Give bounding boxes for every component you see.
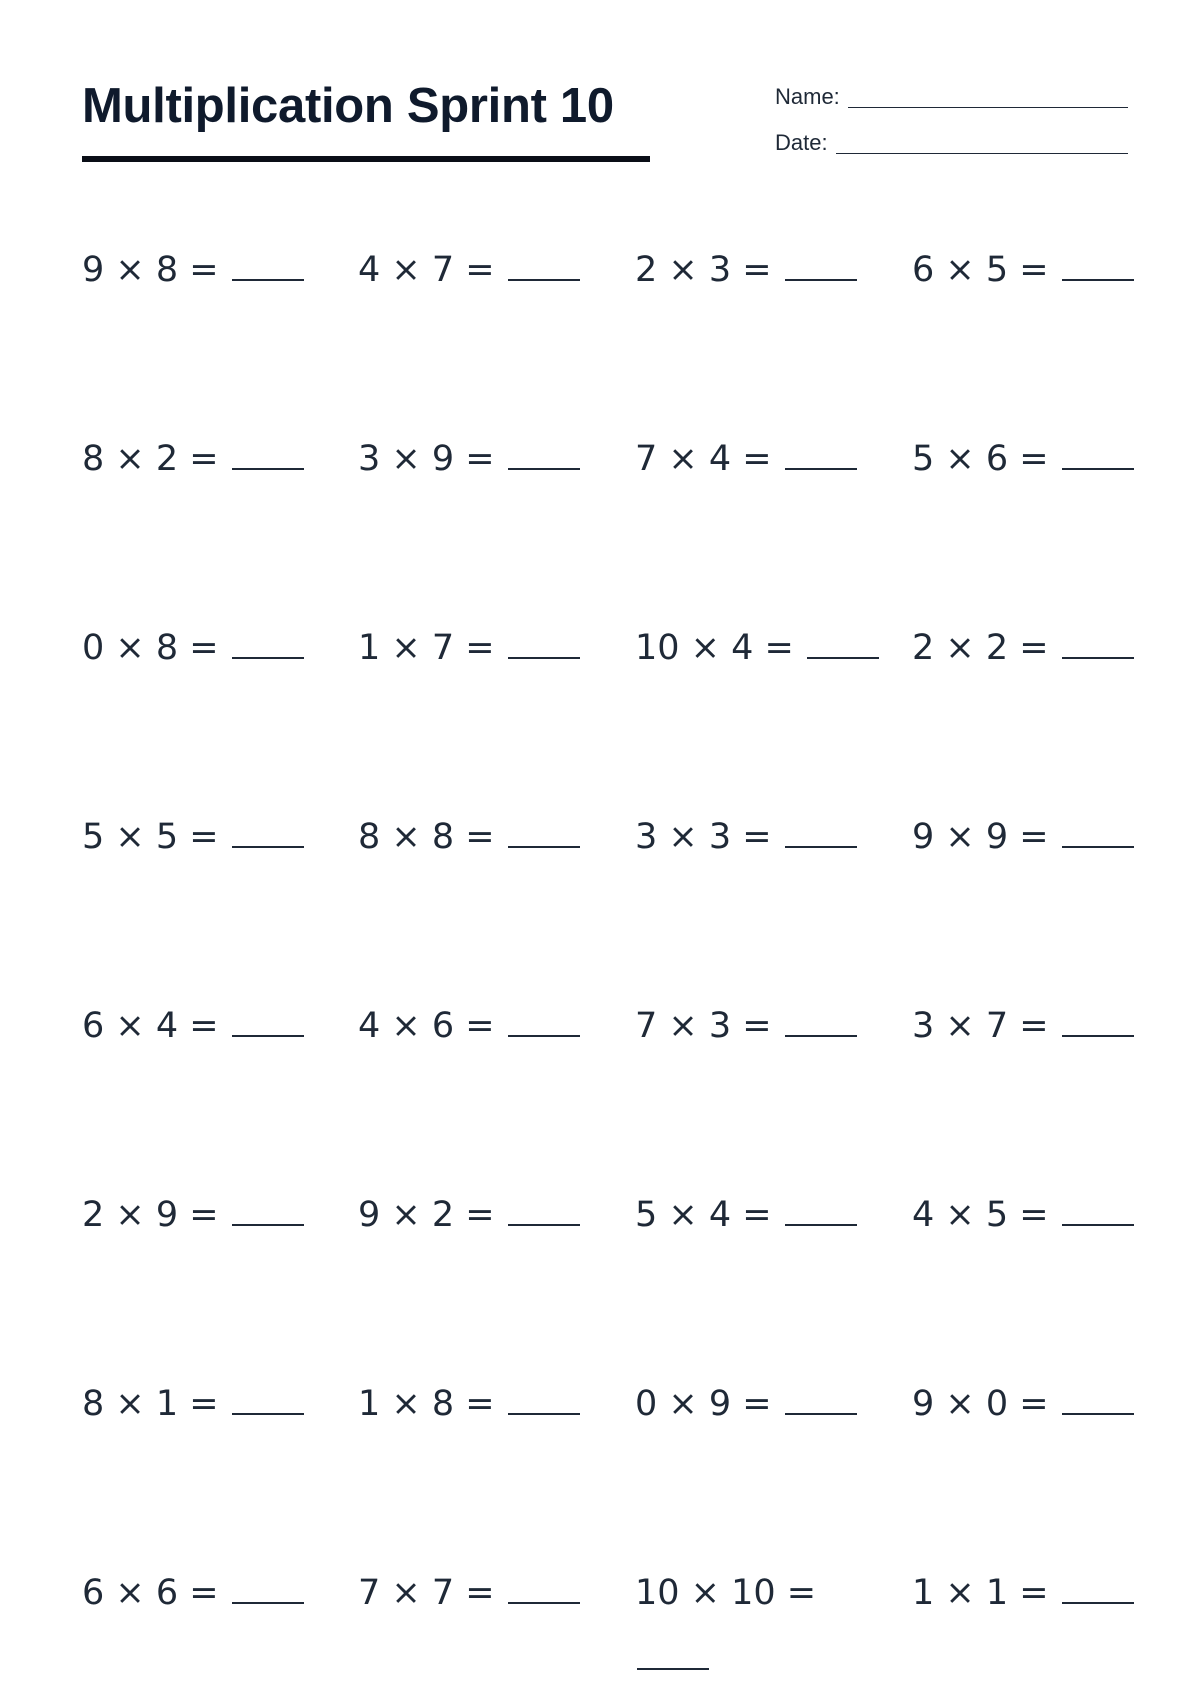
date-label: Date: (775, 130, 828, 155)
answer-blank[interactable] (508, 237, 580, 281)
problem-item (912, 615, 1162, 681)
answer-blank[interactable] (1062, 1560, 1134, 1604)
problem-item (635, 615, 885, 681)
answer-blank[interactable] (785, 804, 857, 848)
answer-blank[interactable] (508, 1560, 580, 1604)
problem-item (635, 237, 885, 303)
problem-item (635, 1182, 885, 1248)
problem-item (358, 1560, 608, 1626)
problem-expression: 4 × 7 = (358, 250, 495, 290)
answer-blank[interactable] (807, 615, 879, 659)
problem-expression: 8 × 1 = (82, 1384, 219, 1424)
answer-blank[interactable] (785, 237, 857, 281)
answer-blank[interactable] (232, 1371, 304, 1415)
title-underline (82, 156, 650, 162)
problem-item (912, 993, 1162, 1059)
problem-item (912, 426, 1162, 492)
problem-expression: 1 × 8 = (358, 1384, 495, 1424)
answer-blank[interactable] (508, 1371, 580, 1415)
problem-expression: 7 × 3 = (635, 1006, 772, 1046)
answer-blank[interactable] (1062, 804, 1134, 848)
problem-expression: 1 × 7 = (358, 628, 495, 668)
answer-blank[interactable] (785, 1182, 857, 1226)
problem-expression: 2 × 3 = (635, 250, 772, 290)
problem-item (912, 1560, 1162, 1626)
problem-expression: 10 × 4 = (635, 628, 794, 668)
problem-expression: 0 × 9 = (635, 1384, 772, 1424)
answer-blank[interactable] (1062, 426, 1134, 470)
answer-blank[interactable] (1062, 1371, 1134, 1415)
name-input-line[interactable] (848, 107, 1128, 108)
problem-item (82, 426, 332, 492)
problem-item (358, 804, 608, 870)
problem-expression: 9 × 2 = (358, 1195, 495, 1235)
problem-expression: 8 × 8 = (358, 817, 495, 857)
problem-expression: 5 × 4 = (635, 1195, 772, 1235)
name-label: Name: (775, 84, 840, 109)
problem-expression: 2 × 2 = (912, 628, 1049, 668)
answer-blank[interactable] (1062, 615, 1134, 659)
answer-blank[interactable] (508, 1182, 580, 1226)
answer-blank[interactable] (232, 804, 304, 848)
answer-blank[interactable] (232, 615, 304, 659)
answer-blank[interactable] (1062, 1182, 1134, 1226)
answer-blank[interactable] (1062, 993, 1134, 1037)
problem-expression: 6 × 5 = (912, 250, 1049, 290)
problem-expression: 5 × 5 = (82, 817, 219, 857)
problem-item (912, 1371, 1162, 1437)
problem-expression: 8 × 2 = (82, 439, 219, 479)
answer-blank[interactable] (232, 1182, 304, 1226)
problem-expression: 0 × 8 = (82, 628, 219, 668)
answer-blank[interactable] (508, 426, 580, 470)
problem-item (358, 1182, 608, 1248)
problem-expression: 3 × 9 = (358, 439, 495, 479)
answer-blank[interactable] (1062, 237, 1134, 281)
problem-expression: 4 × 5 = (912, 1195, 1049, 1235)
date-input-line[interactable] (836, 153, 1128, 154)
problem-expression: 6 × 4 = (82, 1006, 219, 1046)
date-field (775, 130, 1128, 156)
problem-expression: 6 × 6 = (82, 1573, 219, 1613)
problem-item (82, 804, 332, 870)
problem-expression: 1 × 1 = (912, 1573, 1049, 1613)
problem-item (82, 237, 332, 303)
page-title: Multiplication Sprint 10 (82, 79, 614, 133)
problem-expression: 9 × 0 = (912, 1384, 1049, 1424)
problem-expression: 4 × 6 = (358, 1006, 495, 1046)
answer-blank[interactable] (637, 1626, 709, 1670)
answer-blank[interactable] (508, 615, 580, 659)
problem-expression: 9 × 9 = (912, 817, 1049, 857)
problem-item (82, 1182, 332, 1248)
answer-blank[interactable] (232, 237, 304, 281)
answer-blank[interactable] (508, 804, 580, 848)
problem-item (358, 993, 608, 1059)
problem-item (912, 804, 1162, 870)
answer-blank[interactable] (232, 426, 304, 470)
problem-item (82, 1371, 332, 1437)
answer-blank[interactable] (508, 993, 580, 1037)
problem-expression: 5 × 6 = (912, 439, 1049, 479)
problem-item (82, 993, 332, 1059)
problem-item (82, 615, 332, 681)
problem-expression: 3 × 7 = (912, 1006, 1049, 1046)
answer-blank[interactable] (232, 1560, 304, 1604)
name-field (775, 84, 1128, 110)
problem-item (912, 1182, 1162, 1248)
problem-expression: 7 × 4 = (635, 439, 772, 479)
problem-item (635, 1371, 885, 1437)
problem-expression: 7 × 7 = (358, 1573, 495, 1613)
problem-item (912, 237, 1162, 303)
problem-item (358, 615, 608, 681)
problem-item (358, 1371, 608, 1437)
problem-item (635, 1560, 885, 1692)
problem-expression: 10 × 10 = (635, 1573, 817, 1613)
problem-item (635, 426, 885, 492)
problem-item (82, 1560, 332, 1626)
problem-expression: 9 × 8 = (82, 250, 219, 290)
problem-item (358, 426, 608, 492)
answer-blank[interactable] (785, 993, 857, 1037)
problem-expression: 2 × 9 = (82, 1195, 219, 1235)
answer-blank[interactable] (785, 1371, 857, 1415)
problem-item (635, 993, 885, 1059)
problem-expression: 3 × 3 = (635, 817, 772, 857)
answer-blank[interactable] (785, 426, 857, 470)
answer-blank[interactable] (232, 993, 304, 1037)
problem-item (635, 804, 885, 870)
problem-item (358, 237, 608, 303)
